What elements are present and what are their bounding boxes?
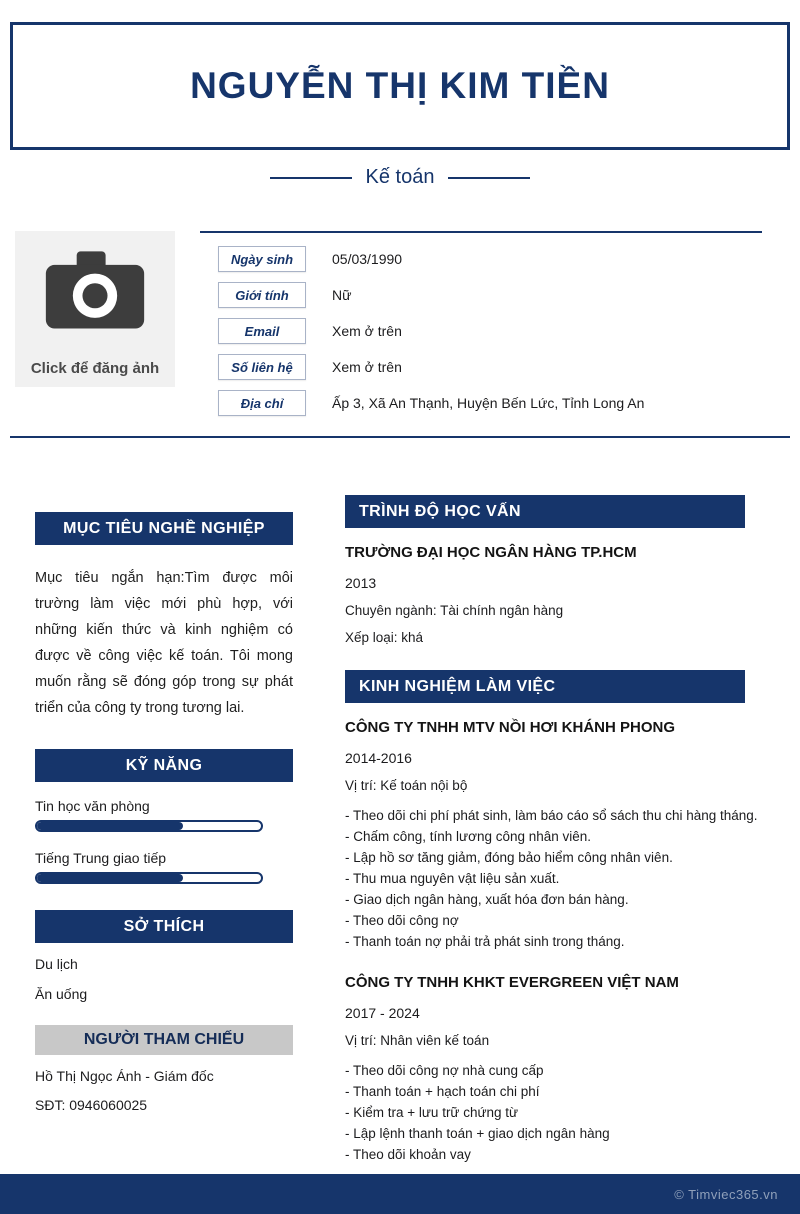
education-school: TRƯỜNG ĐẠI HỌC NGÂN HÀNG TP.HCM [345, 544, 637, 561]
skill-progress-fill [37, 822, 183, 830]
skill-name: Tiếng Trung giao tiếp [35, 850, 167, 866]
reference-name: Hồ Thị Ngọc Ánh - Giám đốc [35, 1068, 214, 1084]
duty-line: - Kiểm tra + lưu trữ chứng từ [345, 1105, 519, 1120]
duty-line: - Lập lệnh thanh toán + giao dịch ngân hàng [345, 1126, 610, 1141]
job-company: CÔNG TY TNHH MTV NỒI HƠI KHÁNH PHONG [345, 719, 676, 736]
info-row-gender [200, 282, 762, 308]
photo-caption: Click để đăng ảnh [30, 360, 160, 377]
job-company: CÔNG TY TNHH KHKT EVERGREEN VIỆT NAM [345, 974, 679, 991]
info-row-phone [200, 354, 762, 380]
duty-line: - Theo dõi công nợ [345, 913, 459, 928]
skill-item [35, 850, 293, 884]
info-panel [200, 231, 762, 426]
skill-progress-fill [37, 874, 183, 882]
job-position: Vị trí: Kế toán nội bộ [345, 778, 468, 793]
candidate-name: NGUYỄN THỊ KIM TIỀN [190, 65, 610, 106]
hobby-item: Ăn uống [35, 986, 88, 1002]
education-grade: Xếp loại: khá [345, 630, 424, 645]
info-row-address [200, 390, 762, 416]
info-value: Nữ [332, 287, 352, 303]
skill-progress-track [35, 820, 263, 832]
job-title: Kế toán [365, 166, 435, 188]
photo-upload-area[interactable] [15, 231, 175, 387]
header-name-box [10, 22, 790, 150]
duty-line: - Thanh toán + hạch toán chi phí [345, 1084, 540, 1099]
duty-line: - Theo dõi khoản vay [345, 1147, 471, 1162]
left-column [35, 495, 293, 1113]
skills-header: KỸ NĂNG [35, 749, 293, 782]
info-row-email [200, 318, 762, 344]
footer-copyright: © Timviec365.vn [674, 1186, 778, 1202]
info-label: Giới tính [218, 282, 306, 308]
skill-progress-track [35, 872, 263, 884]
cv-body [0, 495, 800, 1165]
job-duties [345, 805, 765, 952]
info-value: Ấp 3, Xã An Thạnh, Huyện Bến Lức, Tỉnh Long An [332, 395, 645, 411]
skill-name: Tin học văn phòng [35, 798, 150, 814]
duty-line: - Lập hồ sơ tăng giảm, đóng bảo hiểm công nhân viên. [345, 850, 673, 865]
section-divider [10, 436, 790, 438]
duty-line: - Thu mua nguyên vật liệu sản xuất. [345, 871, 560, 886]
education-major: Chuyên ngành: Tài chính ngân hàng [345, 603, 564, 618]
duty-line: - Theo dõi chi phí phát sinh, làm báo cáo sổ sách thu chi hàng tháng. [345, 808, 758, 823]
info-label: Ngày sinh [218, 246, 306, 272]
info-value: 05/03/1990 [332, 251, 403, 267]
footer-bar [0, 1174, 800, 1214]
job-duties [345, 1060, 765, 1165]
subtitle-line-left [270, 177, 352, 179]
objective-text: Mục tiêu ngắn hạn:Tìm được môi trường làm việc mới phù hợp, với những kiến thức và kinh nghiệm có được về công việc kế toán. Tôi mong muốn rằng sẽ đóng góp trong sự phát triển của công ty trong tương lai. [35, 570, 293, 716]
camera-icon [42, 245, 148, 338]
duty-line: - Thanh toán nợ phải trả phát sinh trong tháng. [345, 934, 625, 949]
experience-job [345, 719, 765, 952]
info-label: Địa chỉ [218, 390, 306, 416]
info-label: Email [218, 318, 306, 344]
right-column [345, 495, 765, 1165]
education-header: TRÌNH ĐỘ HỌC VẤN [345, 495, 745, 528]
job-position: Vị trí: Nhân viên kế toán [345, 1033, 490, 1048]
objective-header: MỤC TIÊU NGHỀ NGHIỆP [35, 512, 293, 545]
experience-header: KINH NGHIỆM LÀM VIỆC [345, 670, 745, 703]
hobby-item: Du lịch [35, 956, 78, 972]
skill-item [35, 798, 293, 832]
job-title-row [0, 166, 800, 189]
subtitle-line-right [448, 177, 530, 179]
reference-header: NGƯỜI THAM CHIẾU [35, 1025, 293, 1055]
duty-line: - Giao dịch ngân hàng, xuất hóa đơn bán hàng. [345, 892, 629, 907]
duty-line: - Theo dõi công nợ nhà cung cấp [345, 1063, 544, 1078]
info-row-birthday [200, 246, 762, 272]
info-label: Số liên hệ [218, 354, 306, 380]
duty-line: - Chấm công, tính lương công nhân viên. [345, 829, 592, 844]
info-value: Xem ở trên [332, 323, 402, 339]
experience-job [345, 974, 765, 1165]
info-value: Xem ở trên [332, 359, 402, 375]
reference-phone: SĐT: 0946060025 [35, 1097, 148, 1113]
education-year: 2013 [345, 575, 377, 591]
job-period: 2014-2016 [345, 750, 412, 766]
hobbies-header: SỞ THÍCH [35, 910, 293, 943]
job-period: 2017 - 2024 [345, 1005, 420, 1021]
personal-info-section [0, 231, 800, 426]
